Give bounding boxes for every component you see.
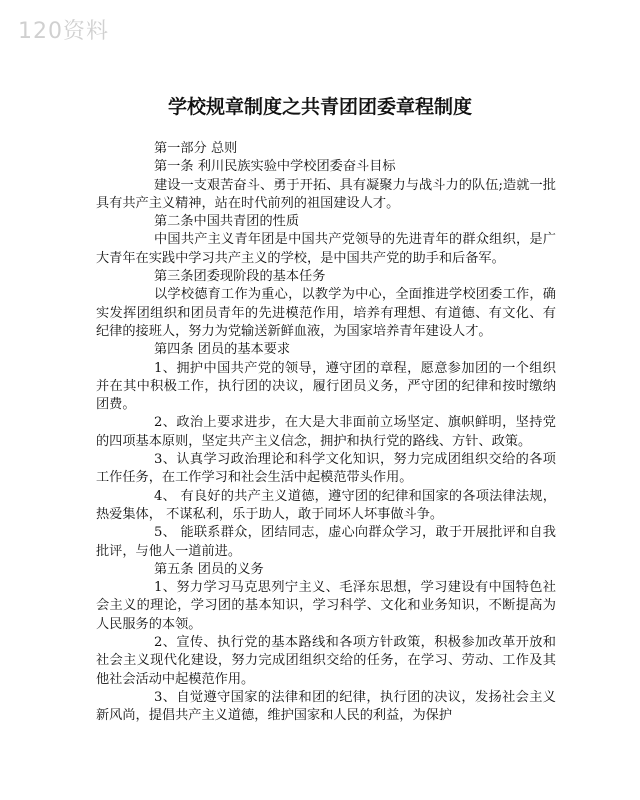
article-heading: 第五条 团员的义务 — [154, 561, 264, 577]
paragraph: 2、政治上要求进步，在大是大非面前立场坚定、旗帜鲜明，坚持党的四项基本原则，坚定共产主义信念，拥护和执行党的路线、方针、政策。 — [96, 415, 556, 449]
section-heading: 第一部分 总则 — [154, 141, 238, 156]
paragraph: 3、自觉遵守国家的法律和团的纪律，执行团的决议，发扬社会主义新风尚，提倡共产主义道德，维护国家和人民的利益，为保护 — [96, 689, 556, 724]
document-title: 学校规章制度之共青团团委章程制度 — [167, 96, 472, 118]
paragraph: 3、认真学习政治理论和科学文化知识，努力完成团组织交给的各项工作任务，在工作学习和社会生活中起模范带头作用。 — [96, 452, 556, 486]
article-heading: 第二条中国共青团的性质 — [154, 214, 300, 230]
paragraph: 5、 能联系群众，团结同志，虚心向群众学习，敢于开展批评和自我批评，与他人一道前进。 — [96, 525, 556, 559]
paragraph: 建设一支艰苦奋斗、勇于开拓、具有凝聚力与战斗力的队伍;造就一批具有共产主义精神，站在时代前列的祖国建设人才。 — [96, 177, 556, 211]
paragraph: 以学校德育工作为重心，以教学为中心，全面推进学校团委工作，确实发挥团组织和团员青年的先进模范作用，培养有理想、有道德、有文化、有纪律的接班人，努力为党输送新鲜血液，为国家培养青年建设人才。 — [96, 287, 556, 339]
paragraph: 1、努力学习马克思列宁主义、毛泽东思想，学习建设有中国特色社会主义的理论，学习团的基本知识，学习科学、文化和业务知识，不断提高为人民服务的本领。 — [96, 580, 556, 632]
paragraph: 1、拥护中国共产党的领导，遵守团的章程，愿意参加团的一个组织并在其中积极工作，执行团的决议，履行团员义务，严守团的纪律和按时缴纳团费。 — [96, 360, 556, 413]
document-body — [96, 140, 556, 726]
article-heading: 第三条团委现阶段的基本任务 — [154, 269, 326, 285]
paragraph: 2、宣传、执行党的基本路线和各项方针政策，积极参加改革开放和社会主义现代化建设，努力完成团组织交给的任务，在学习、劳动、工作及其他社会活动中起模范作用。 — [96, 635, 556, 687]
paragraph: 中国共产主义青年团是中国共产党领导的先进青年的群众组织，是广大青年在实践中学习共产主义的学校，是中国共产党的助手和后备军。 — [96, 232, 556, 266]
paragraph: 4、 有良好的共产主义道德，遵守团的纪律和国家的各项法律法规，热爱集体， 不谋私利，乐于助人，敢于同坏人坏事做斗争。 — [96, 488, 556, 522]
article-heading: 第一条 利川民族实验中学校团委奋斗目标 — [154, 159, 396, 175]
article-heading: 第四条 团员的基本要求 — [154, 342, 291, 358]
watermark-text: 120资料 — [18, 19, 109, 44]
